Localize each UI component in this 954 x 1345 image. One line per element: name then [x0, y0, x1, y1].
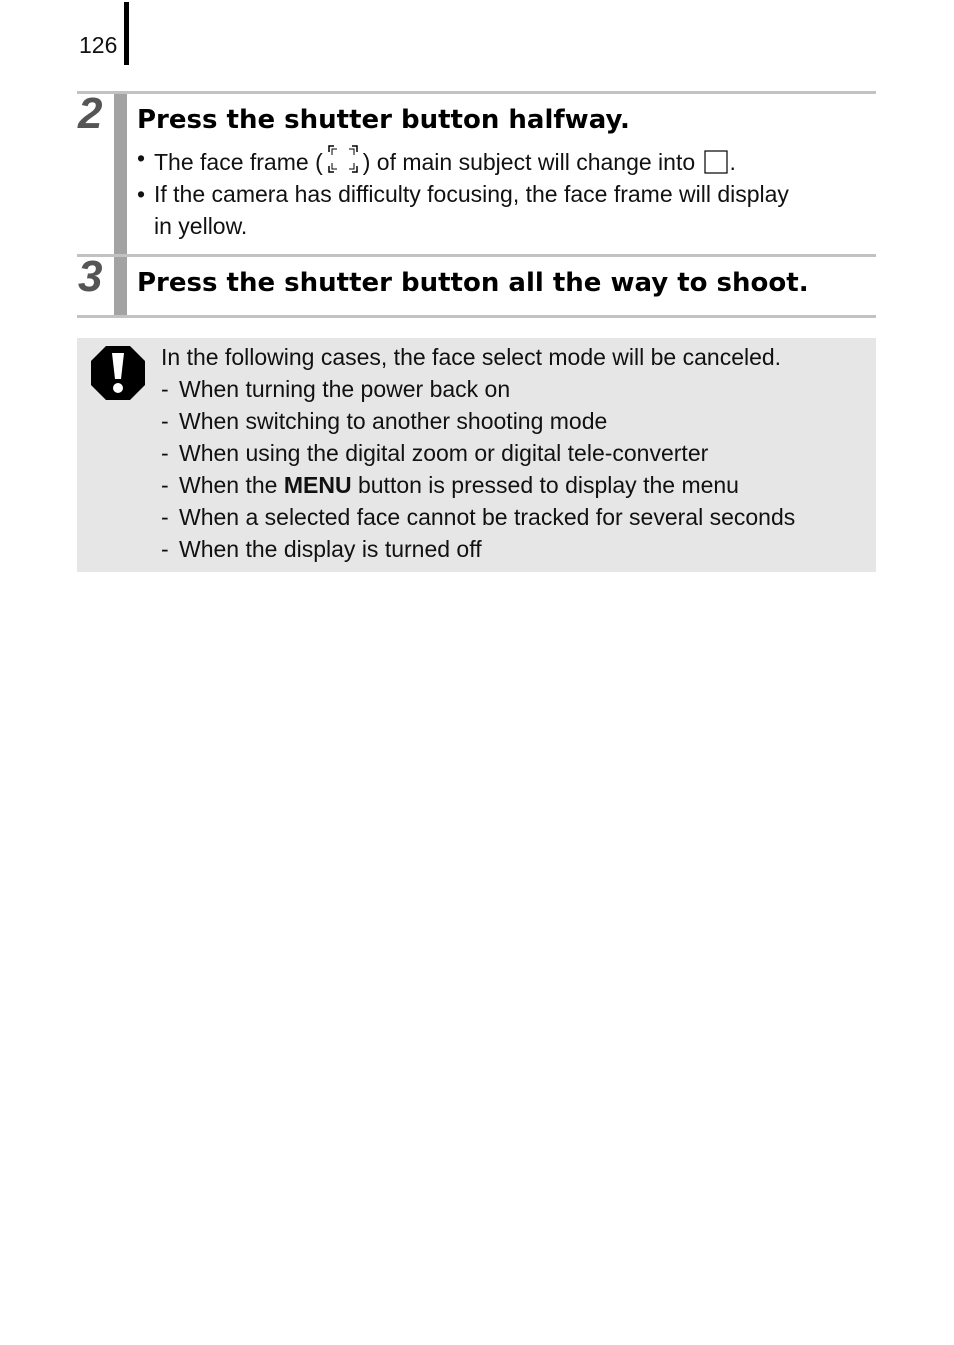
caution-item-display-off: When the display is turned off: [179, 536, 482, 562]
caution-icon: [89, 344, 147, 407]
bullet-1-text-end: .: [729, 149, 736, 175]
step-2-number: 2: [78, 89, 103, 138]
caution-note: [77, 338, 876, 572]
dash-mark: -: [161, 472, 169, 498]
caution-item-face-tracking: When a selected face cannot be tracked for several seconds: [179, 504, 796, 530]
bullet-mark: •: [137, 145, 146, 171]
menu-item-after: button is pressed to display the menu: [351, 472, 739, 498]
step-2-side-bar: [114, 94, 127, 254]
step-3-bottom-rule: [77, 315, 876, 318]
step-3-title: Press the shutter button all the way to shoot.: [137, 268, 809, 298]
page-number: 126: [79, 32, 118, 58]
bullet-2-line-1: If the camera has difficulty focusing, the face frame will display: [154, 181, 789, 207]
bullet-2-line-2: in yellow.: [154, 213, 248, 239]
caution-item-shooting-mode: When switching to another shooting mode: [179, 408, 608, 434]
bullet-1-text-start: The face frame (: [154, 149, 323, 175]
bullet-mark: •: [137, 181, 146, 207]
step-2-top-rule: [77, 91, 876, 94]
menu-item-before: When the: [179, 472, 284, 498]
step-3-top-rule: [77, 254, 876, 257]
bullet-1-text-middle: ) of main subject will change into: [362, 149, 696, 175]
dash-mark: -: [161, 504, 169, 530]
dash-mark: -: [161, 536, 169, 562]
caution-item-digital-zoom: When using the digital zoom or digital tele-converter: [179, 440, 709, 466]
dash-mark: -: [161, 408, 169, 434]
page-number-bar: [124, 2, 129, 65]
menu-button-name: MENU: [283, 472, 352, 498]
step-3-number: 3: [78, 252, 103, 301]
dash-mark: -: [161, 440, 169, 466]
dash-mark: -: [161, 376, 169, 402]
step-3-side-bar: [114, 257, 127, 315]
caution-item-menu: [179, 469, 739, 501]
caution-item-power: When turning the power back on: [179, 376, 511, 402]
caution-intro: In the following cases, the face select mode will be canceled.: [161, 344, 782, 370]
step-2-title: Press the shutter button halfway.: [137, 105, 630, 135]
